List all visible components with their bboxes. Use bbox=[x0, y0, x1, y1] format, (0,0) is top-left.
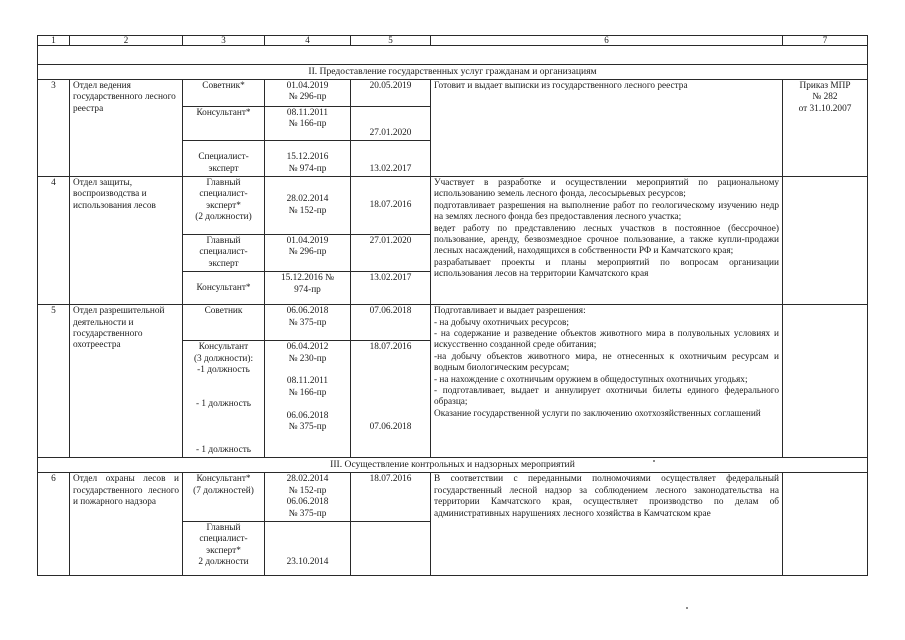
section-heading: II. Предоставление государственных услуг гражданам и организациям bbox=[38, 65, 868, 80]
approval-date: 27.01.2020 bbox=[351, 235, 431, 272]
position-title: Консультант* bbox=[183, 272, 265, 305]
approval-date: 07.06.2018 bbox=[351, 305, 431, 341]
department-name: Отдел защиты, воспроизводства и использования лесов bbox=[70, 177, 183, 305]
col-number: 6 bbox=[431, 36, 783, 46]
legal-basis-empty bbox=[783, 177, 868, 305]
table-row bbox=[38, 80, 868, 107]
row-number: 6 bbox=[38, 473, 70, 576]
order-reference: 15.12.2016 № 974-пр bbox=[265, 141, 351, 177]
position-title: Консультант* (7 должностей) bbox=[183, 473, 265, 522]
col-number: 7 bbox=[783, 36, 868, 46]
row-number: 4 bbox=[38, 177, 70, 305]
table-row bbox=[38, 177, 868, 235]
approval-date: 13.02.2017 bbox=[351, 141, 431, 177]
blank-row bbox=[38, 46, 868, 65]
order-reference: 23.10.2014 bbox=[265, 521, 351, 575]
order-reference: 06.06.2018 № 375-пр bbox=[265, 305, 351, 341]
position-title: Советник* bbox=[183, 80, 265, 107]
position-title: Главный специалист- эксперт bbox=[183, 235, 265, 272]
column-number-row bbox=[38, 36, 868, 46]
section-heading-row bbox=[38, 65, 868, 80]
table-row bbox=[38, 305, 868, 341]
position-title: Специалист- эксперт bbox=[183, 141, 265, 177]
approval-date bbox=[351, 521, 431, 575]
order-reference: 01.04.2019 № 296-пр bbox=[265, 235, 351, 272]
order-reference: 08.11.2011 № 166-пр bbox=[265, 107, 351, 141]
approval-date: 20.05.2019 bbox=[351, 80, 431, 107]
legal-basis: Приказ МПР № 282 от 31.10.2007 bbox=[783, 80, 868, 177]
table-row bbox=[38, 473, 868, 522]
section-heading: III. Осуществление контрольных и надзорных мероприятий bbox=[38, 458, 868, 473]
position-title: Консультант* bbox=[183, 107, 265, 141]
col-number: 4 bbox=[265, 36, 351, 46]
order-reference: 28.02.2014 № 152-пр bbox=[265, 177, 351, 235]
section-heading-row bbox=[38, 458, 868, 473]
position-title: Главный специалист- эксперт* (2 должности) bbox=[183, 177, 265, 235]
col-number: 3 bbox=[183, 36, 265, 46]
col-number: 5 bbox=[351, 36, 431, 46]
order-reference: 15.12.2016 № 974-пр bbox=[265, 272, 351, 305]
department-name: Отдел охраны лесов и государственного лесного и пожарного надзора bbox=[70, 473, 183, 576]
duties-text: Участвует в разработке и осуществлении мероприятий по рациональному использованию земель лесного фонда, лесосырьевых ресурсов; подготавливает разрешения на выполнение работ по геологическому изучению недр на землях лесного фонда без предоставления лесного участка; ведет работу по представлению лесных участков в постоянное (бессрочное) пользование, аренду, безвозмездное срочное пользование, а также купли-продажи лесных насаждений, находящихся в собственности РФ и Камчатского края; разрабатывает проекты и планы мероприятий по вопросам организации использования лесов на территории Камчатского края bbox=[431, 177, 783, 305]
duties-text: В соответствии с переданными полномочиями осуществляет федеральный государственный лесной надзор за соблюдением лесного законодательства на территории Камчатского края, осуществляет производство по делам об административных нарушениях лесного хозяйства в Камчатском крае bbox=[431, 473, 783, 576]
row-number: 5 bbox=[38, 305, 70, 458]
row-number: 3 bbox=[38, 80, 70, 177]
col-number: 2 bbox=[70, 36, 183, 46]
position-title: Консультант (3 должности): -1 должность - 1 должность - 1 должность bbox=[183, 341, 265, 458]
position-title: Советник bbox=[183, 305, 265, 341]
approval-date: 18.07.2016 bbox=[351, 177, 431, 235]
col-number: 1 bbox=[38, 36, 70, 46]
positions-table bbox=[37, 35, 868, 576]
legal-basis-empty bbox=[783, 473, 868, 576]
department-name: Отдел разрешительной деятельности и государственного охотреестра bbox=[70, 305, 183, 458]
duties-text: Готовит и выдает выписки из государственного лесного реестра bbox=[431, 80, 783, 177]
scan-speck bbox=[686, 607, 688, 609]
document-page bbox=[37, 35, 867, 576]
approval-date: 27.01.2020 bbox=[351, 107, 431, 141]
scan-speck bbox=[653, 460, 655, 462]
order-reference: 06.04.2012 № 230-пр 08.11.2011 № 166-пр 06.06.2018 № 375-пр bbox=[265, 341, 351, 458]
duties-text: Подготавливает и выдает разрешения: - на добычу охотничьих ресурсов; - на содержание и разведение объектов животного мира в полувольных условиях и искусственно созданной среде обитания; -на добычу объектов животного мира, не отнесенных к охотничьим ресурсам и водным биологическим ресурсам; - на нахождение с охотничьим оружием в общедоступных охотничьих угодьях; - подготавливает, выдает и аннулирует охотничьи билеты единого федерального образца; Оказание государственной услуги по заключению охотхозяйственных соглашений bbox=[431, 305, 783, 458]
approval-date: 18.07.2016 bbox=[351, 473, 431, 522]
approval-date: 18.07.2016 07.06.2018 bbox=[351, 341, 431, 458]
legal-basis-empty bbox=[783, 305, 868, 458]
order-reference: 01.04.2019 № 296-пр bbox=[265, 80, 351, 107]
order-reference: 28.02.2014 № 152-пр 06.06.2018 № 375-пр bbox=[265, 473, 351, 522]
approval-date: 13.02.2017 bbox=[351, 272, 431, 305]
position-title: Главный специалист- эксперт* 2 должности bbox=[183, 521, 265, 575]
department-name: Отдел ведения государственного лесного реестра bbox=[70, 80, 183, 177]
